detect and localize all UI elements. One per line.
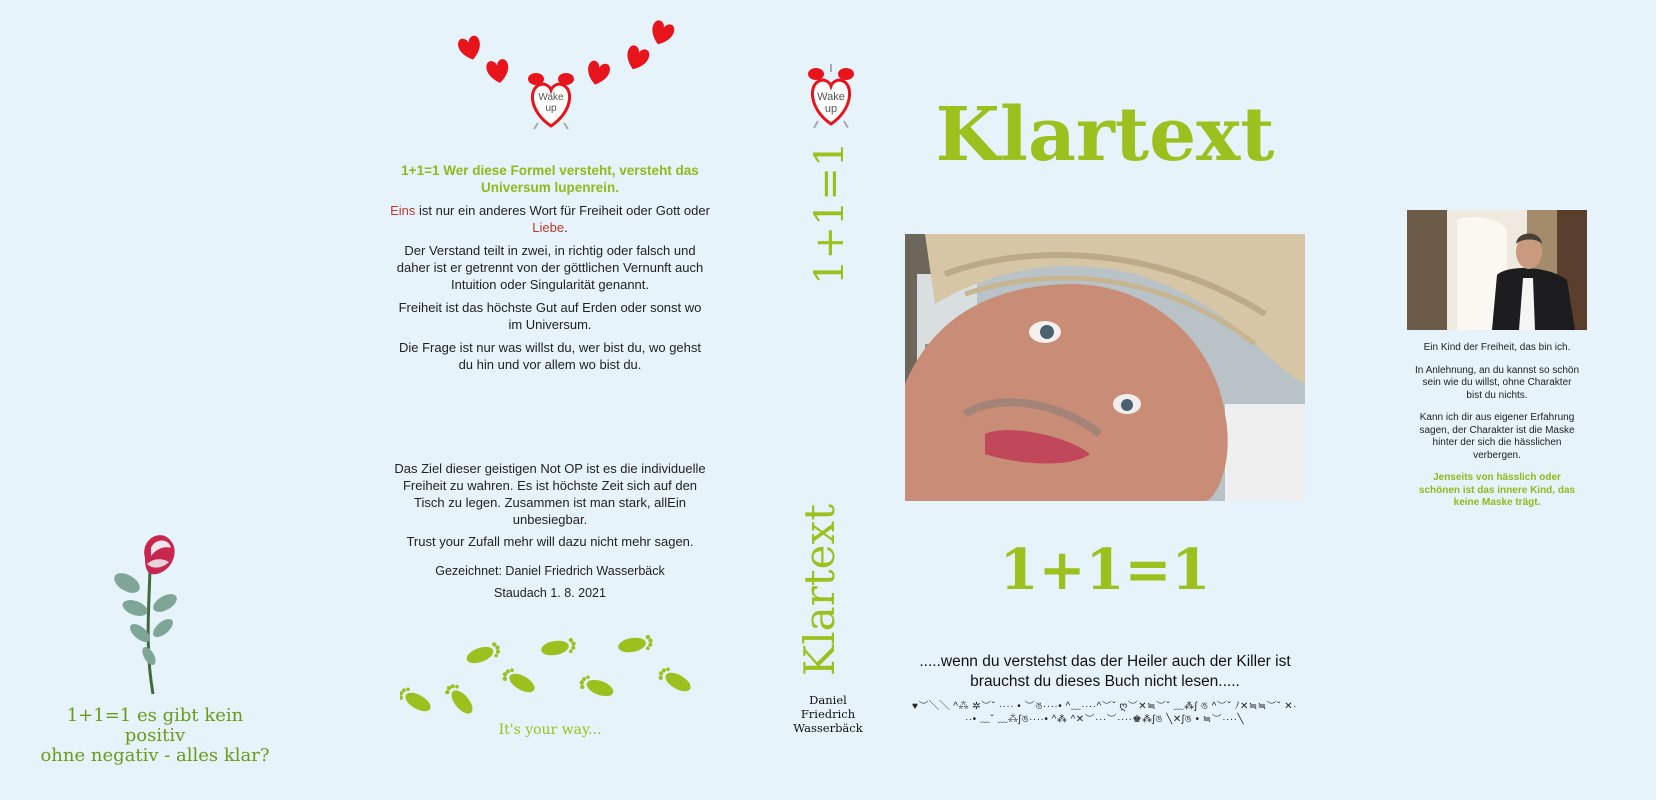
front-title: Klartext	[935, 92, 1275, 178]
spine-author	[790, 693, 866, 735]
footprint-icon	[617, 634, 654, 655]
its-your-way-text: It's your way...	[498, 722, 602, 738]
front-tagline	[905, 652, 1305, 692]
heart-icon	[457, 35, 484, 63]
flap-right-p3: Kann ich dir aus eigener Erfahrung sagen, der Charakter ist die Maske hinter der sich die hässlichen verbergen.	[1419, 412, 1575, 461]
footprint-icon	[578, 673, 616, 699]
flap-right-p2: In Anlehnung, an du kannst so schön sein wie du willst, ohne Charakter bist du nichts.	[1415, 364, 1580, 401]
back-paragraph-frage: Die Frage ist nur was willst du, wer bist du, wo gehst du hin und vor allem wo bist du.	[398, 340, 701, 372]
footprint-icon	[500, 666, 538, 697]
back-goal-text	[390, 460, 710, 555]
back-intro-text	[390, 162, 710, 379]
flap-left-text	[40, 706, 270, 766]
liebe-word: Liebe	[532, 220, 565, 235]
heart-icon	[648, 19, 676, 48]
clock-label-line2: up	[545, 103, 557, 114]
front-emoticon-line: ♥︶╲╲ ^⁂ ✲︶ˇ ···· • ︶ঙ····• ^﹏····^︶ˇ ღ︶✕≒︶ˇ ﹏⁂ʃ ঙ ^︶ˇ ﾉ✕≒≒︶ˇ ✕···• ﹏ˇ ﹏⁂ʃঙ····• ^⁂ ^✕︶···︶····♚⁂ʃঙ ╲✕ʃঙ • ≒︶····╲	[912, 701, 1297, 725]
heart-icon	[584, 60, 611, 85]
flap-right-p1: Ein Kind der Freiheit, das bin ich.	[1423, 342, 1571, 353]
footprints-decoration	[400, 630, 710, 730]
footprint-icon	[464, 641, 502, 667]
spine-author-line1: Daniel	[809, 693, 847, 707]
back-paragraph-freiheit: Freiheit ist das höchste Gut auf Erden oder sonst wo im Universum.	[398, 300, 702, 332]
spine-alarm-clock-heart-icon	[806, 60, 856, 130]
footprint-icon	[540, 637, 577, 658]
front-tagline-line2: brauchst du dieses Buch nicht lesen.....	[970, 673, 1240, 690]
front-formula: 1+1=1	[999, 537, 1211, 603]
spine-clock-label-line2: up	[824, 103, 838, 115]
flap-right-p4: Jenseits von hässlich oder schönen ist das innere Kind, das keine Maske trägt.	[1418, 472, 1576, 508]
clock-label-line1: Wake	[538, 92, 564, 103]
back-paragraph-trust: Trust your Zufall mehr will dazu nicht mehr sagen.	[406, 534, 694, 549]
spine-title: Klartext	[795, 503, 844, 677]
signature-line: Gezeichnet: Daniel Friedrich Wasserbäck	[435, 564, 665, 578]
footprint-icon	[443, 681, 477, 718]
spine-author-line3: Wasserbäck	[793, 721, 863, 735]
author-portrait	[1407, 210, 1587, 330]
alarm-clock-heart-icon	[526, 68, 576, 130]
back-signature	[390, 560, 710, 604]
liebe-end: .	[564, 220, 568, 235]
flap-left-line2: ohne negativ - alles klar?	[40, 745, 270, 766]
heart-icon	[623, 44, 651, 73]
flap-left-line1: 1+1=1 es gibt kein positiv	[66, 705, 244, 746]
back-paragraph-ziel: Das Ziel dieser geistigen Not OP ist es die individuelle Freiheit zu wahren. Es ist höchste Zeit sich auf den Tisch zu legen. Zusammen ist man stark, allEin unbesiegbar.	[394, 461, 706, 527]
back-paragraph-verstand: Der Verstand teilt in zwei, in richtig oder falsch und daher ist er getrennt von der göttlichen Vernunft auch Intuition oder Singularität genannt.	[396, 243, 704, 292]
flap-right-text	[1415, 342, 1579, 520]
spine-author-line2: Friedrich	[800, 707, 856, 721]
cover-photo	[905, 234, 1305, 501]
heart-icon	[485, 58, 510, 84]
footprint-icon	[656, 665, 694, 696]
eins-rest: ist nur ein anderes Wort für Freiheit oder Gott oder	[415, 203, 710, 218]
front-tagline-line1: .....wenn du verstehst das der Heiler auch der Killer ist	[919, 653, 1291, 670]
spine-clock-label-line1: Wake	[817, 91, 845, 103]
spine-formula: 1+1=1	[807, 141, 853, 285]
footprint-icon	[400, 685, 434, 716]
rose-image	[105, 528, 195, 696]
eins-word: Eins	[390, 203, 416, 218]
back-eins-paragraph	[390, 202, 710, 236]
place-date: Staudach 1. 8. 2021	[494, 586, 606, 600]
back-lead: 1+1=1 Wer diese Formel versteht, versteht das Universum lupenrein.	[401, 163, 699, 195]
